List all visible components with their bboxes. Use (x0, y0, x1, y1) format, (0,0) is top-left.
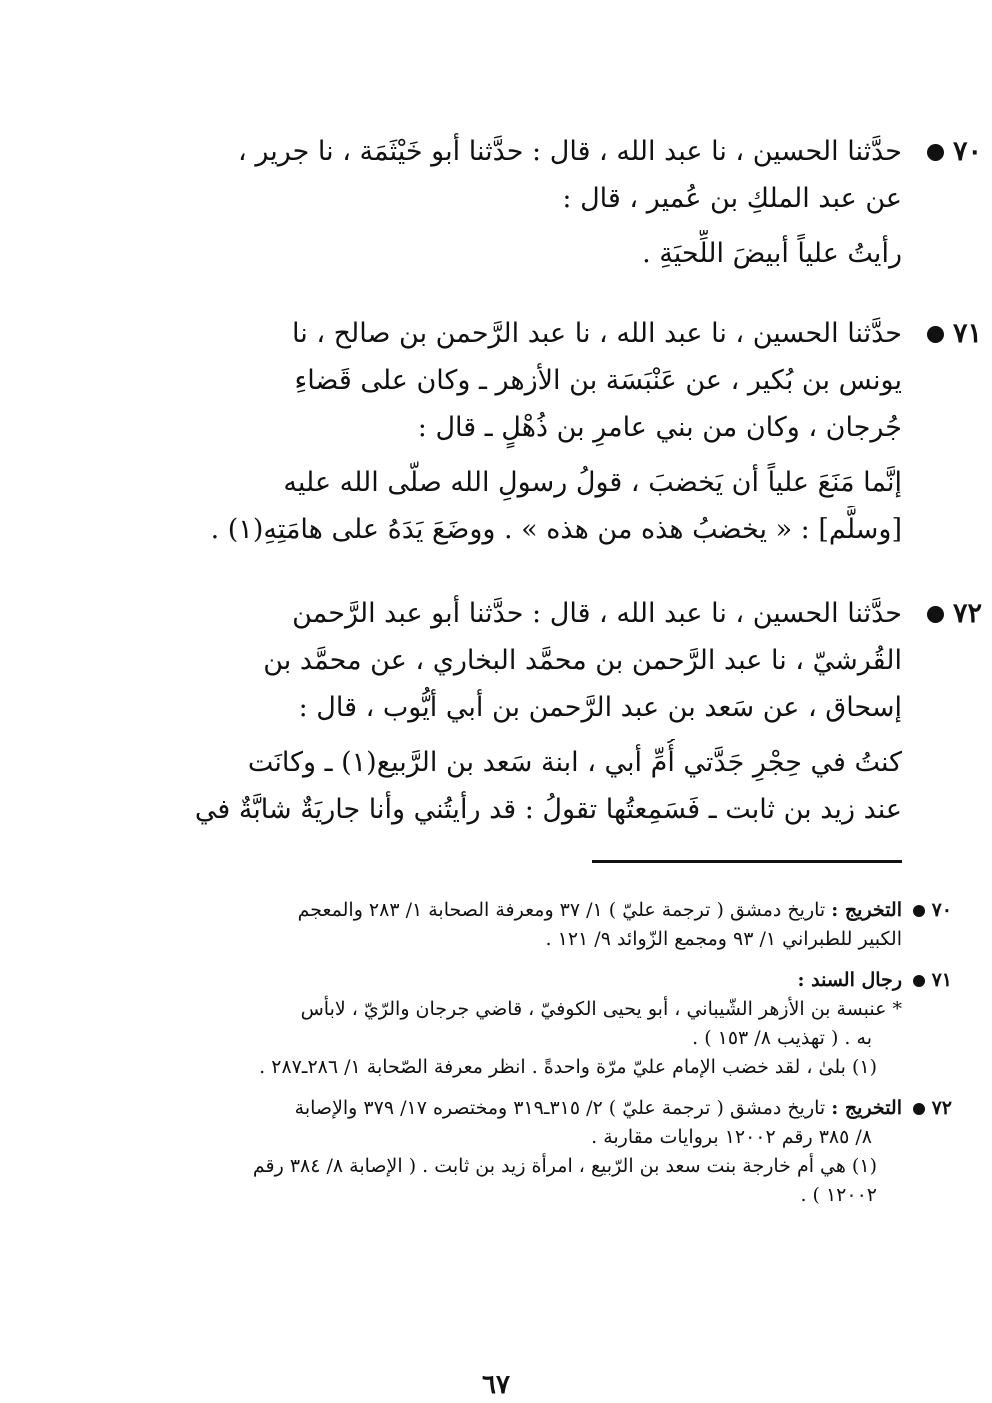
footnote-number: ٧٢ (907, 1094, 952, 1123)
footnotes (167, 896, 952, 1210)
footnote-heading: التخريج : (831, 1097, 902, 1119)
quote-block (167, 459, 902, 553)
text-line: يونس بن بُكير ، عن عَنْبَسَة بن الأزهر ـ وكان على قَضاءِ (294, 365, 902, 396)
footnote-70 (167, 896, 952, 954)
sub-footnote-line: ١٢٠٠٢ ) . (800, 1184, 877, 1206)
footnote-line: * عنبسة بن الأزهر الشّيباني ، أبو يحيى الكوفيّ ، قاضي جرجان والرّيّ ، لابأس (300, 998, 902, 1020)
bullet-icon (913, 1103, 925, 1115)
footnote-line (167, 1094, 902, 1123)
footnote-heading: التخريج : (831, 899, 902, 921)
entry-number: ٧١ (917, 310, 982, 357)
footnote-heading: رجال السند : (797, 969, 902, 991)
sub-footnote-line: (١) هي أم خارجة بنت سعد بن الرّبيع ، امرأة زيد بن ثابت . ( الإصابة ٨/ ٣٨٤ رقم (252, 1155, 877, 1177)
bullet-icon (913, 905, 925, 917)
footnote-text: تاريخ دمشق ( ترجمة عليّ ) ٢/ ٣١٥ـ٣١٩ ومختصره ١٧/ ٣٧٩ والإصابة (294, 1097, 826, 1119)
footnote-line: ٨/ ٣٨٥ رقم ١٢٠٠٢ بروايات مقاربة . (591, 1126, 872, 1148)
quote-line: رأيتُ علياً أبيضَ اللِّحيَةِ . (642, 238, 902, 269)
bullet-icon (927, 326, 944, 343)
hadith-entry-71 (167, 310, 982, 553)
text-line: عن عبد الملكِ بن عُمير ، قال : (562, 183, 902, 214)
quote-line: إنَّما مَنَعَ علياً أن يَخضبَ ، قولُ رسولِ الله صلّى الله عليه (283, 467, 902, 498)
quote-block (167, 739, 902, 833)
sub-footnote-line: (١) بلىٰ ، لقد خضب الإمام عليّ مرّة واحدةً . انظر معرفة الصّحابة ١/ ٢٨٦ـ٢٨٧ . (259, 1056, 877, 1078)
text-line: حدَّثنا الحسين ، نا عبد الله ، نا عبد الرَّحمن بن صالح ، نا (292, 318, 902, 349)
bullet-icon (913, 975, 925, 987)
entry-number: ٧٢ (917, 590, 982, 637)
quote-line: كنتُ في حِجْرِ جَدَّتي أُمِّ أبي ، ابنة سَعد بن الرَّبيع(١) ـ وكانَت (247, 747, 902, 778)
entry-number: ٧٠ (917, 128, 982, 175)
footnote-line: الكبير للطبراني ١/ ٩٣ ومجمع الزّوائد ٩/ ١٢١ . (545, 928, 902, 950)
footnote-line (167, 896, 902, 925)
footnote-72 (167, 1094, 952, 1210)
footnote-line: به . ( تهذيب ٨/ ١٥٣ ) . (692, 1027, 872, 1049)
page-number: ٦٧ (482, 1370, 510, 1400)
text-line: إسحاق ، عن سَعد بن عبد الرَّحمن بن أبي أيُّوب ، قال : (298, 692, 902, 723)
text-line: حدَّثنا الحسين ، نا عبد الله ، قال : حدَّثنا أبو خَيْثَمَة ، نا جرير ، (238, 136, 902, 167)
quote-line: [وسلَّم] : « يخضبُ هذه من هذه » . ووضَعَ يَدَهُ على هامَتِهِ(١) . (210, 514, 902, 545)
bullet-icon (927, 606, 944, 623)
hadith-entry-72 (167, 590, 982, 833)
footnote-number: ٧١ (907, 966, 952, 995)
footnote-separator (592, 860, 902, 863)
bullet-icon (927, 144, 944, 161)
text-line: حدَّثنا الحسين ، نا عبد الله ، قال : حدَّثنا أبو عبد الرَّحمن (292, 598, 902, 629)
footnote-number: ٧٠ (907, 896, 952, 925)
text-line: القُرشيّ ، نا عبد الرَّحمن بن محمَّد البخاري ، عن محمَّد بن (263, 645, 902, 676)
footnote-text: تاريخ دمشق ( ترجمة عليّ ) ١/ ٣٧ ومعرفة الصحابة ١/ ٢٨٣ والمعجم (297, 899, 826, 921)
quote-line: عند زيد بن ثابت ـ فَسَمِعتُها تقولُ : قد رأيتُني وأنا جاريَةٌ شابَّةٌ في (194, 794, 902, 825)
footnote-71 (167, 966, 952, 1082)
hadith-entry-70 (167, 128, 982, 277)
text-line: جُرجان ، وكان من بني عامرِ بن ذُهْلٍ ـ قال : (417, 412, 902, 443)
quote-block (167, 230, 902, 277)
